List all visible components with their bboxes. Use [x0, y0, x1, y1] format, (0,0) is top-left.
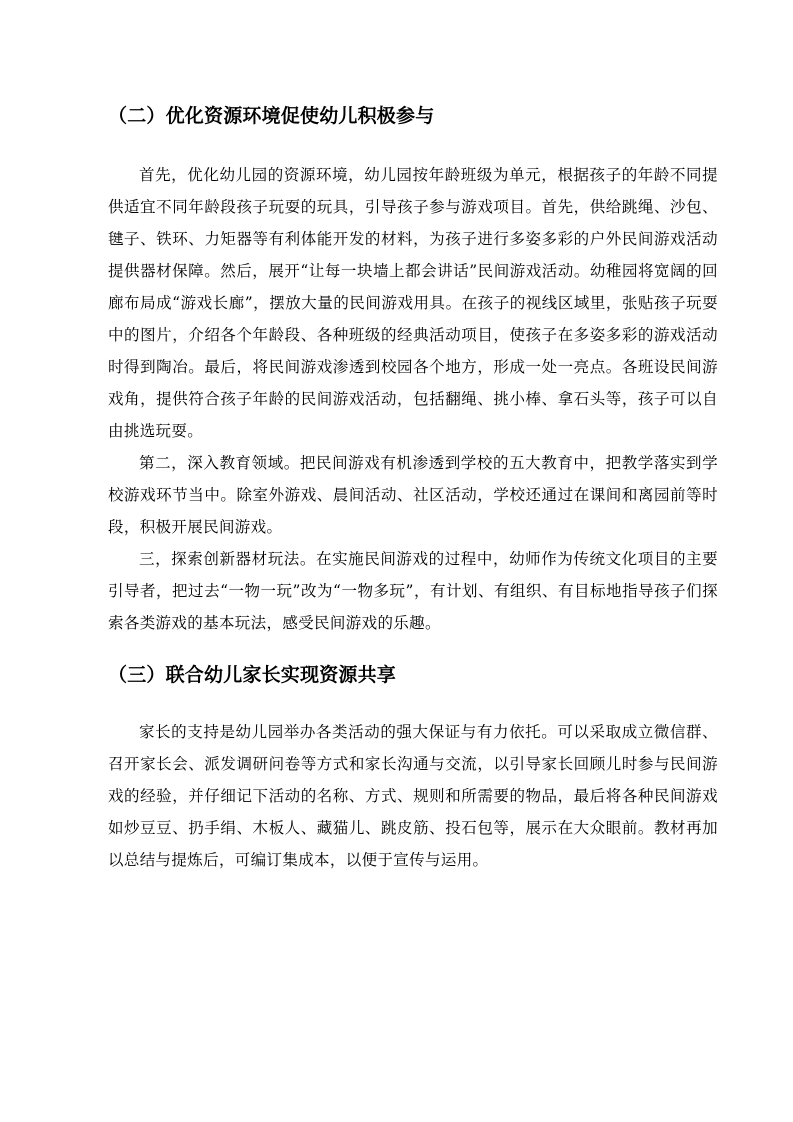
section-body-3 [108, 716, 718, 876]
paragraph-parent-cooperation: 家长的支持是幼儿园举办各类活动的强大保证与有力依托。可以采取成立微信群、召开家长会、派发调研问卷等方式和家长沟通与交流，以引导家长回顾儿时参与民间游戏的经验，并仔细记下活动的名称、方式、规则和所需要的物品，最后将各种民间游戏如炒豆豆、扔手绢、木板人、藏猫儿、跳皮筋、投石包等，展示在大众眼前。教材再加以总结与提炼后，可编订集成本，以便于宣传与运用。 [108, 723, 718, 869]
paragraph-resource-environment: 首先，优化幼儿园的资源环境，幼儿园按年龄班级为单元，根据孩子的年龄不同提供适宜不同年龄段孩子玩耍的玩具，引导孩子参与游戏项目。首先，供给跳绳、沙包、毽子、铁环、力矩器等有利体能开发的材料，为孩子进行多姿多彩的户外民间游戏活动提供器材保障。然后，展开“让每一块墙上都会讲话”民间游戏活动。幼稚园将宽阔的回廊布局成“游戏长廊”，摆放大量的民间游戏用具。在孩子的视线区域里，张贴孩子玩耍中的图片，介绍各个年龄段、各种班级的经典活动项目，使孩子在多姿多彩的游戏活动时得到陶冶。最后，将民间游戏渗透到校园各个地方，形成一处一亮点。各班设民间游戏角，提供符合孩子年龄的民间游戏活动，包括翻绳、挑小棒、拿石头等，孩子可以自由挑选玩耍。 [108, 166, 718, 440]
section-body-2 [108, 159, 718, 639]
paragraph-education-fields: 第二，深入教育领域。把民间游戏有机渗透到学校的五大教育中，把教学落实到学校游戏环节当中。除室外游戏、晨间活动、社区活动，学校还通过在课间和离园前等时段，积极开展民间游戏。 [108, 454, 718, 536]
paragraph-equipment-play: 三，探索创新器材玩法。在实施民间游戏的过程中，幼师作为传统文化项目的主要引导者，把过去“一物一玩”改为“一物多玩”，有计划、有组织、有目标地指导孩子们探索各类游戏的基本玩法，感受民间游戏的乐趣。 [108, 550, 718, 632]
section-heading-2: （二）优化资源环境促使幼儿积极参与 [108, 105, 435, 127]
section-heading-3: （三）联合幼儿家长实现资源共享 [108, 664, 397, 686]
